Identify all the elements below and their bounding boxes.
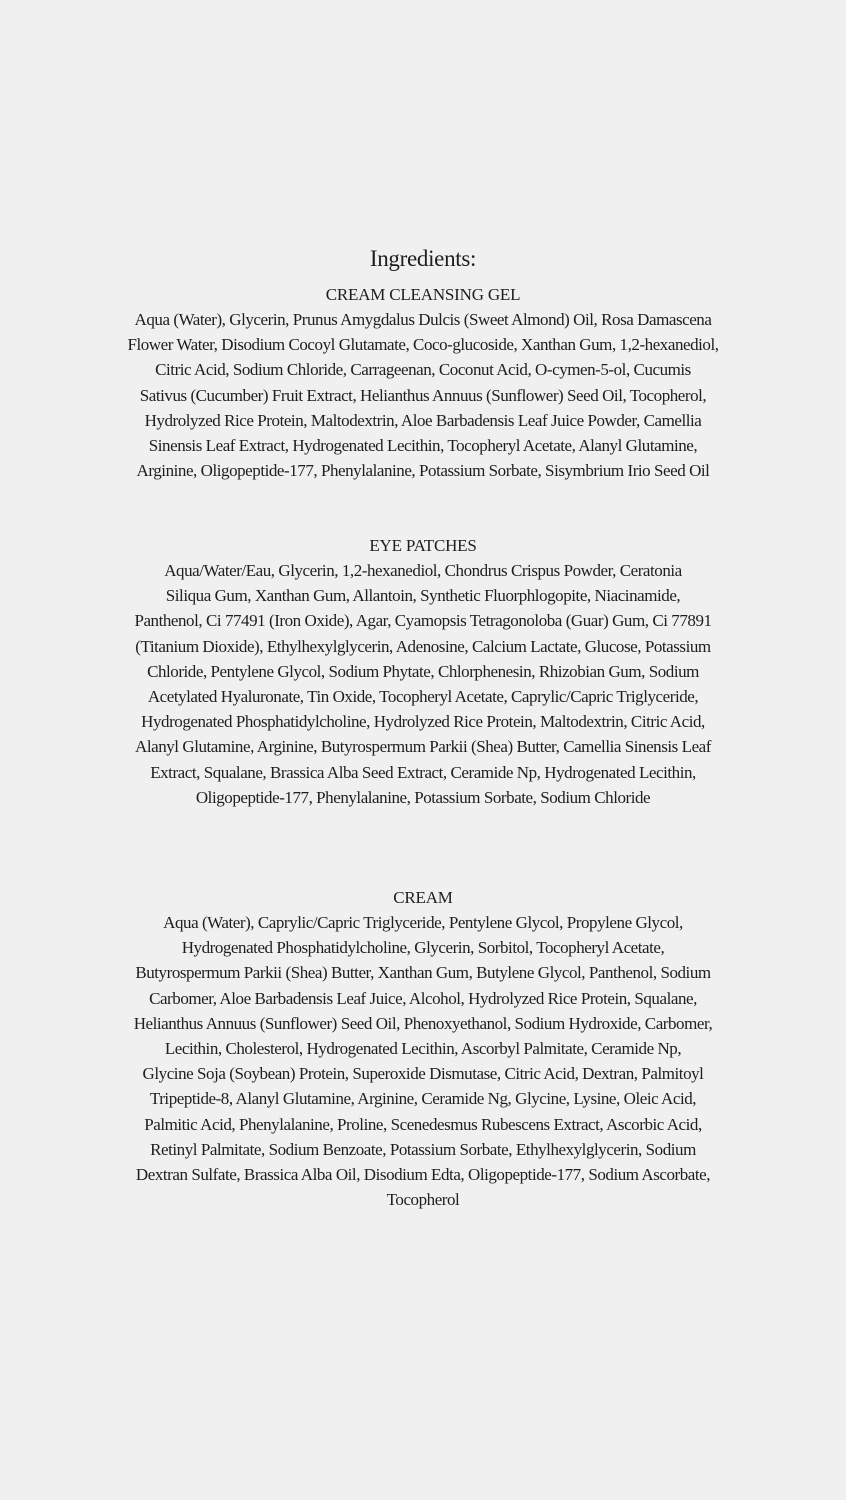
ingredient-list bbox=[40, 558, 806, 810]
section-heading: EYE PATCHES bbox=[369, 536, 477, 555]
section-cream-cleansing-gel bbox=[40, 282, 806, 483]
section-cream bbox=[40, 885, 806, 1212]
ingredient-line: Siliqua Gum, Xanthan Gum, Allantoin, Synthetic Fluorphlogopite, Niacinamide, bbox=[165, 586, 681, 606]
ingredient-line: Sinensis Leaf Extract, Hydrogenated Lecithin, Tocopheryl Acetate, Alanyl Glutamine, bbox=[148, 436, 698, 456]
ingredient-line: Glycine Soja (Soybean) Protein, Superoxide Dismutase, Citric Acid, Dextran, Palmitoyl bbox=[142, 1064, 704, 1084]
ingredient-line: Dextran Sulfate, Brassica Alba Oil, Disodium Edta, Oligopeptide-177, Sodium Ascorbate, bbox=[135, 1165, 711, 1185]
ingredient-line: Carbomer, Aloe Barbadensis Leaf Juice, Alcohol, Hydrolyzed Rice Protein, Squalane, bbox=[149, 988, 697, 1008]
ingredient-line: Citric Acid, Sodium Chloride, Carrageenan, Coconut Acid, O-cymen-5-ol, Cucumis bbox=[155, 360, 691, 380]
ingredient-line: Aqua/Water/Eau, Glycerin, 1,2-hexanediol, Chondrus Crispus Powder, Ceratonia bbox=[164, 561, 682, 580]
ingredient-line: Flower Water, Disodium Cocoyl Glutamate, Coco-glucoside, Xanthan Gum, 1,2-hexanediol, bbox=[127, 335, 719, 355]
ingredient-line: Helianthus Annuus (Sunflower) Seed Oil, Phenoxyethanol, Sodium Hydroxide, Carbomer, bbox=[133, 1013, 713, 1033]
ingredient-line: Acetylated Hyaluronate, Tin Oxide, Tocopheryl Acetate, Caprylic/Capric Triglyceride, bbox=[147, 687, 699, 707]
ingredient-line: Hydrolyzed Rice Protein, Maltodextrin, Aloe Barbadensis Leaf Juice Powder, Camellia bbox=[144, 410, 702, 430]
section-heading: CREAM CLEANSING GEL bbox=[325, 285, 521, 304]
ingredient-list bbox=[40, 910, 806, 1212]
ingredient-line: Oligopeptide-177, Phenylalanine, Potassium Sorbate, Sodium Chloride bbox=[195, 787, 651, 807]
ingredient-line: Hydrogenated Phosphatidylcholine, Glycerin, Sorbitol, Tocopheryl Acetate, bbox=[181, 938, 665, 958]
ingredient-line: Retinyl Palmitate, Sodium Benzoate, Potassium Sorbate, Ethylhexylglycerin, Sodium bbox=[150, 1139, 696, 1159]
ingredient-line: Arginine, Oligopeptide-177, Phenylalanine, Potassium Sorbate, Sisymbrium Irio Seed Oil bbox=[136, 461, 710, 481]
ingredient-line: Alanyl Glutamine, Arginine, Butyrospermum Parkii (Shea) Butter, Camellia Sinensis Leaf bbox=[135, 737, 711, 757]
ingredient-line: Chloride, Pentylene Glycol, Sodium Phytate, Chlorphenesin, Rhizobian Gum, Sodium bbox=[147, 661, 699, 681]
ingredient-line: Tripeptide-8, Alanyl Glutamine, Arginine, Ceramide Ng, Glycine, Lysine, Oleic Acid, bbox=[149, 1089, 697, 1109]
page-title: Ingredients: bbox=[369, 246, 477, 271]
section-heading: CREAM bbox=[393, 888, 453, 907]
section-eye-patches bbox=[40, 533, 806, 810]
ingredient-line: Sativus (Cucumber) Fruit Extract, Helianthus Annuus (Sunflower) Seed Oil, Tocopherol, bbox=[139, 385, 707, 405]
ingredient-line: (Titanium Dioxide), Ethylhexylglycerin, Adenosine, Calcium Lactate, Glucose, Potassium bbox=[135, 636, 711, 656]
ingredient-line: Aqua (Water), Caprylic/Capric Triglyceride, Pentylene Glycol, Propylene Glycol, bbox=[163, 913, 683, 932]
ingredient-line: Butyrospermum Parkii (Shea) Butter, Xanthan Gum, Butylene Glycol, Panthenol, Sodium bbox=[135, 963, 711, 983]
ingredient-line: Hydrogenated Phosphatidylcholine, Hydrolyzed Rice Protein, Maltodextrin, Citric Acid, bbox=[141, 712, 705, 732]
ingredient-line: Tocopherol bbox=[386, 1190, 460, 1210]
ingredient-line: Palmitic Acid, Phenylalanine, Proline, Scenedesmus Rubescens Extract, Ascorbic Acid, bbox=[144, 1114, 702, 1134]
ingredient-line: Lecithin, Cholesterol, Hydrogenated Lecithin, Ascorbyl Palmitate, Ceramide Np, bbox=[164, 1039, 682, 1059]
ingredient-line: Extract, Squalane, Brassica Alba Seed Extract, Ceramide Np, Hydrogenated Lecithin, bbox=[150, 762, 696, 782]
ingredient-line: Panthenol, Ci 77491 (Iron Oxide), Agar, Cyamopsis Tetragonoloba (Guar) Gum, Ci 77891 bbox=[134, 611, 712, 631]
ingredient-line: Aqua (Water), Glycerin, Prunus Amygdalus Dulcis (Sweet Almond) Oil, Rosa Damascena bbox=[134, 310, 712, 329]
ingredient-list bbox=[40, 307, 806, 483]
